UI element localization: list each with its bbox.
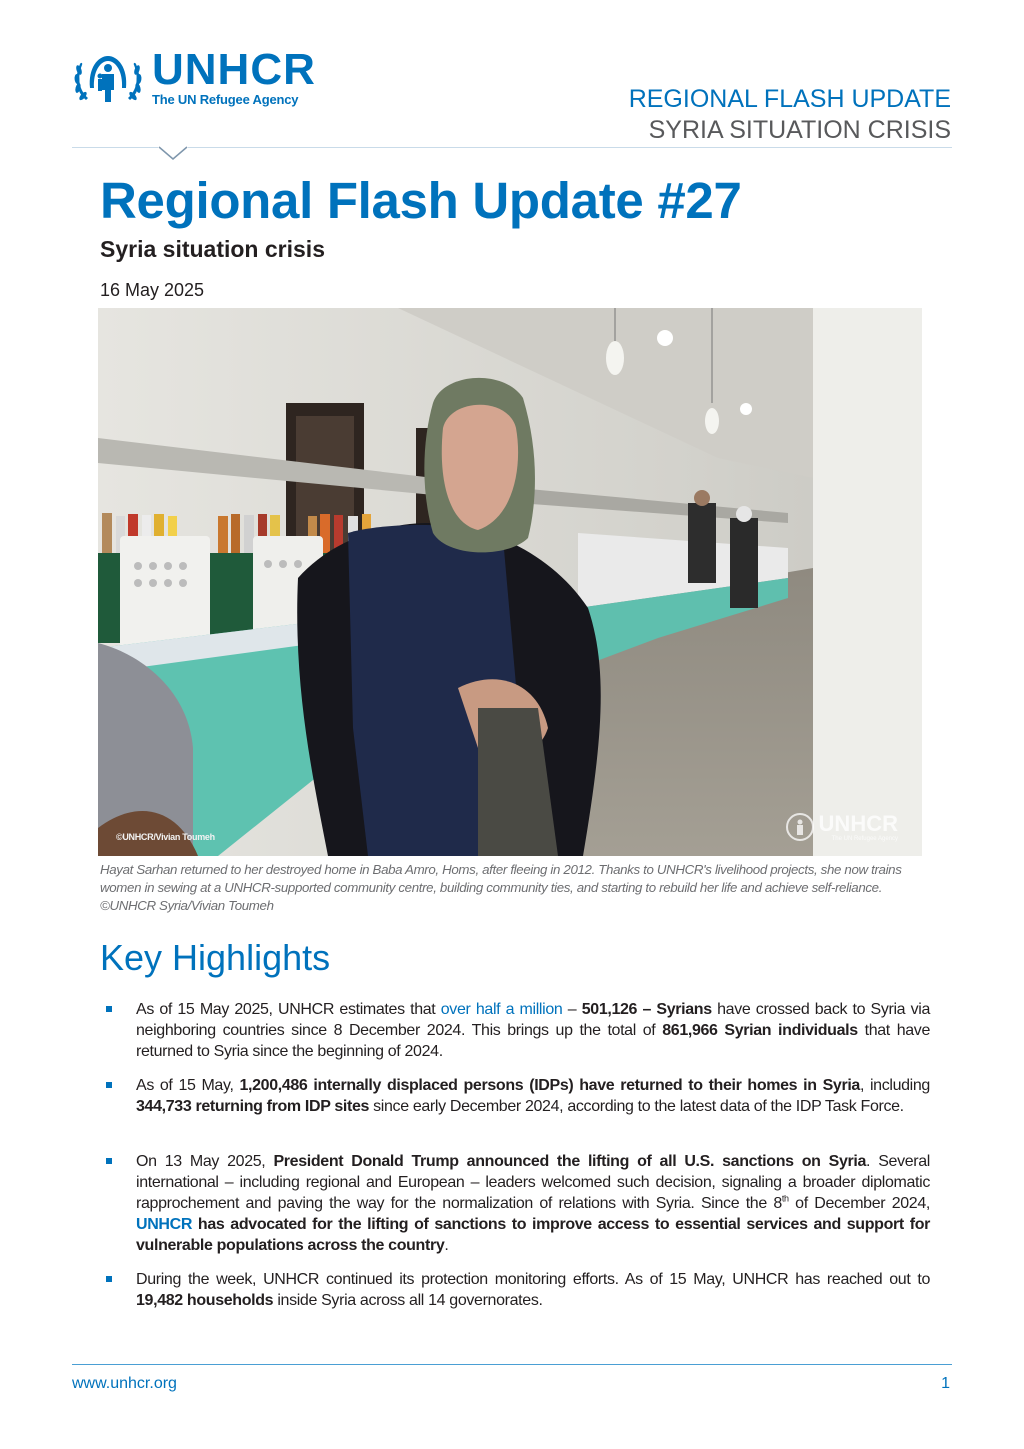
- text: that have returned to Syria since the beginning of 2024.: [136, 1022, 930, 1060]
- logo-wordmark: [152, 45, 316, 108]
- square-bullet-icon: [106, 1276, 112, 1282]
- photo-caption: Hayat Sarhan returned to her destroyed home in Baba Amro, Homs, after fleeing in 2012. Thanks to UNHCR's livelihood projects, she now trains women in sewing at a UNHCR-supported community centre, building community ties, and starting to rebuild her life and achieve self-reliance. ©UNHCR Syria/Vivian Toumeh: [100, 862, 902, 913]
- text: of December 2024,: [788, 1195, 930, 1212]
- highlight-item: [104, 1151, 930, 1256]
- footer-divider: [72, 1364, 952, 1365]
- text: On 13 May 2025,: [136, 1153, 274, 1170]
- text: During the week, UNHCR continued its protection monitoring efforts. As of 15 May, UNHCR has reached out to: [136, 1271, 930, 1288]
- text: –: [562, 1001, 582, 1018]
- photo-credit: ©UNHCR/Vivian Toumeh: [116, 832, 215, 842]
- unhcr-logo: [72, 45, 342, 110]
- text: As of 15 May 2025, UNHCR estimates that: [136, 1001, 441, 1018]
- situation-label: SYRIA SITUATION CRISIS: [648, 116, 951, 144]
- highlights-list: [104, 999, 930, 1324]
- series-label: REGIONAL FLASH UPDATE: [628, 85, 951, 113]
- footer-website-link[interactable]: www.unhcr.org: [72, 1375, 177, 1392]
- text: .: [444, 1237, 449, 1254]
- text: since early December 2024, according to the latest data of the IDP Task Force.: [369, 1098, 904, 1115]
- logo-name: UNHCR: [152, 45, 316, 94]
- highlight-item: [104, 999, 930, 1062]
- unhcr-emblem-icon: [72, 48, 144, 110]
- square-bullet-icon: [106, 1158, 112, 1164]
- unhcr-watermark-icon: [785, 812, 815, 842]
- chevron-down-icon: [158, 141, 188, 161]
- bold-text: 19,482 households: [136, 1292, 274, 1309]
- photo-watermark: [785, 812, 898, 842]
- text: , including: [859, 1077, 930, 1094]
- highlight-item: [104, 1269, 930, 1311]
- page-title: Regional Flash Update #27: [100, 172, 742, 229]
- square-bullet-icon: [106, 1082, 112, 1088]
- logo-tagline: The UN Refugee Agency: [152, 92, 299, 107]
- link-over-half-a-million[interactable]: over half a million: [440, 1001, 563, 1018]
- square-bullet-icon: [106, 1006, 112, 1012]
- bold-text: 1,200,486 internally displaced persons (IDPs) have returned to their homes in Syria: [239, 1077, 860, 1094]
- superscript: th: [781, 1193, 789, 1204]
- highlight-item: [104, 1075, 930, 1138]
- text: have crossed back to Syria via neighboring countries since 8 December 2024. This brings up the total of: [136, 1001, 930, 1039]
- page-subtitle: Syria situation crisis: [100, 236, 325, 262]
- link-unhcr[interactable]: UNHCR: [136, 1216, 193, 1233]
- text: inside Syria across all 14 governorates.: [273, 1292, 543, 1309]
- hero-photo: [98, 308, 922, 856]
- header-divider: [72, 147, 952, 148]
- watermark-name: UNHCR: [818, 810, 898, 836]
- watermark-tagline: The UN Refugee Agency: [831, 835, 898, 842]
- text: . Several international – including regional and European – leaders welcomed such decision, signaling a broader diplomatic rapprochement and paving the way for the normalization of relations with Syria. Since the 8: [136, 1153, 931, 1212]
- bold-text: 501,126 – Syrians: [581, 1001, 712, 1018]
- publication-date: 16 May 2025: [100, 280, 205, 300]
- page-number: 1: [941, 1375, 950, 1392]
- bold-text: President Donald Trump announced the lifting of all U.S. sanctions on Syria: [273, 1153, 867, 1170]
- photo-illustration: [98, 308, 922, 856]
- bold-text: 344,733 returning from IDP sites: [136, 1098, 370, 1115]
- section-heading-key-highlights: Key Highlights: [100, 937, 331, 978]
- bold-text: 861,966 Syrian individuals: [662, 1022, 858, 1039]
- header-labels: [629, 84, 951, 146]
- text: As of 15 May,: [136, 1077, 240, 1094]
- bold-text: has advocated for the lifting of sanctions to improve access to essential services and support for vulnerable populations across the country: [136, 1216, 930, 1254]
